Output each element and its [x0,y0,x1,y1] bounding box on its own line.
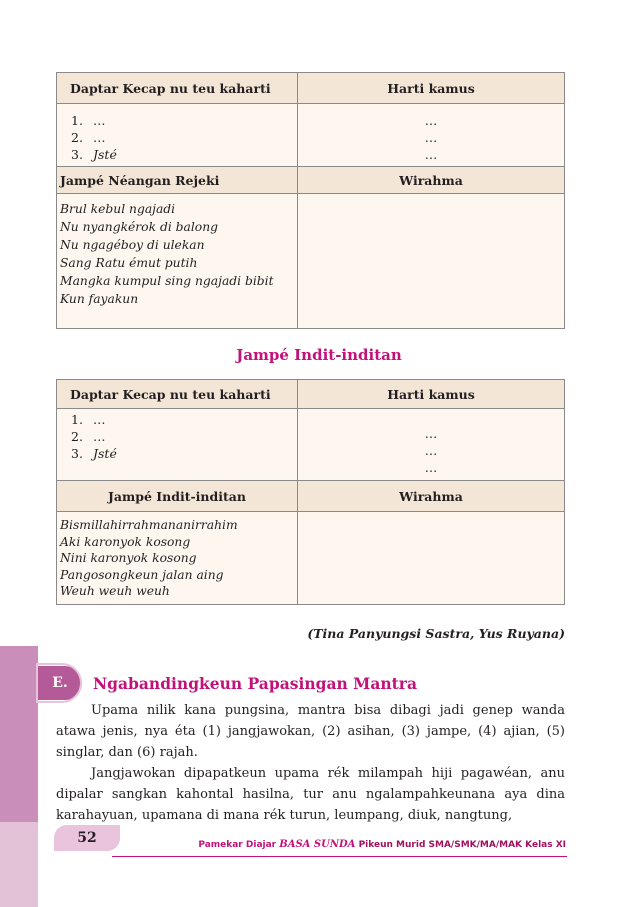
source-citation: (Tina Panyungsi Sastra, Yus Ruyana) [307,626,565,641]
body-paragraphs [56,700,565,826]
paragraph: Upama nilik kana pungsina, mantra bisa dibagi jadi genep wanda atawa jenis, nya éta (1) jangjawokan, (2) asihan, (3) jampe, (4) ajian, (5) singlar, dan (6) rajah. [56,703,565,760]
table1-header-right: Harti kamus [298,73,565,104]
section-badge [38,666,82,700]
footer-subject: BASA SUNDA [279,839,356,850]
table2-meanings: … … … [298,409,565,481]
table2-rhythm-empty [298,512,565,605]
table1-poem-header: Jampé Néangan Rejeki [57,167,298,194]
list-item: 1. … [71,113,106,128]
section-badge-ring [36,663,82,703]
page-number: 52 [54,825,120,851]
section-letter: E. [52,675,68,691]
table1-meanings: … … … [298,104,565,167]
table1-rhythm-empty [298,194,565,329]
footer-line [112,856,567,857]
list-item: 2. … [71,429,106,444]
table1-rhythm-header: Wirahma [298,167,565,194]
footer-rest: Pikeun Murid SMA/SMK/MA/MAK Kelas XI [358,840,566,850]
list-item: 2. … [71,130,106,145]
table2-poem-header: Jampé Indit-inditan [57,481,298,512]
table2-rhythm-header: Wirahma [298,481,565,512]
table2-header-left: Daptar Kecap nu teu kaharti [57,380,298,409]
table2-poem: Bismillahirrahmananirrahim Aki karonyok kosong Nini karonyok kosong Pangosongkeun jalan aing Weuh weuh weuh [57,512,298,605]
list-item: 3. Jsté [71,147,117,162]
table1-poem: Brul kebul ngajadi Nu nyangkérok di balong Nu ngagéboy di ulekan Sang Ratu émut putih Mangka kumpul sing ngajadi bibit Kun fayakun [57,194,298,329]
side-decoration-lower [0,822,38,907]
vocab-table-1 [56,72,565,329]
section-title: Ngabandingkeun Papasingan Mantra [93,674,418,693]
table1-header-left: Daptar Kecap nu teu kaharti [57,73,298,104]
footer-prefix: Pamekar Diajar [198,840,277,850]
paragraph: Jangjawokan dipapatkeun upama rék milampah hiji pagawéan, anu dipalar sangkan kahontal hasilna, tur anu ngalampahkeunana aya dina karahayuan, upamana di mana rék turun, leumpang, diuk, nangtung, [56,766,565,823]
footer-text [198,839,566,850]
list-item: 1. … [71,412,106,427]
vocab-table-2 [56,379,565,605]
table1-word-list [57,104,298,167]
list-item: 3. Jsté [71,446,117,461]
subtitle: Jampé Indit-inditan [236,346,402,364]
table2-header-right: Harti kamus [298,380,565,409]
table2-word-list [57,409,298,481]
side-decoration-strip [0,646,38,907]
